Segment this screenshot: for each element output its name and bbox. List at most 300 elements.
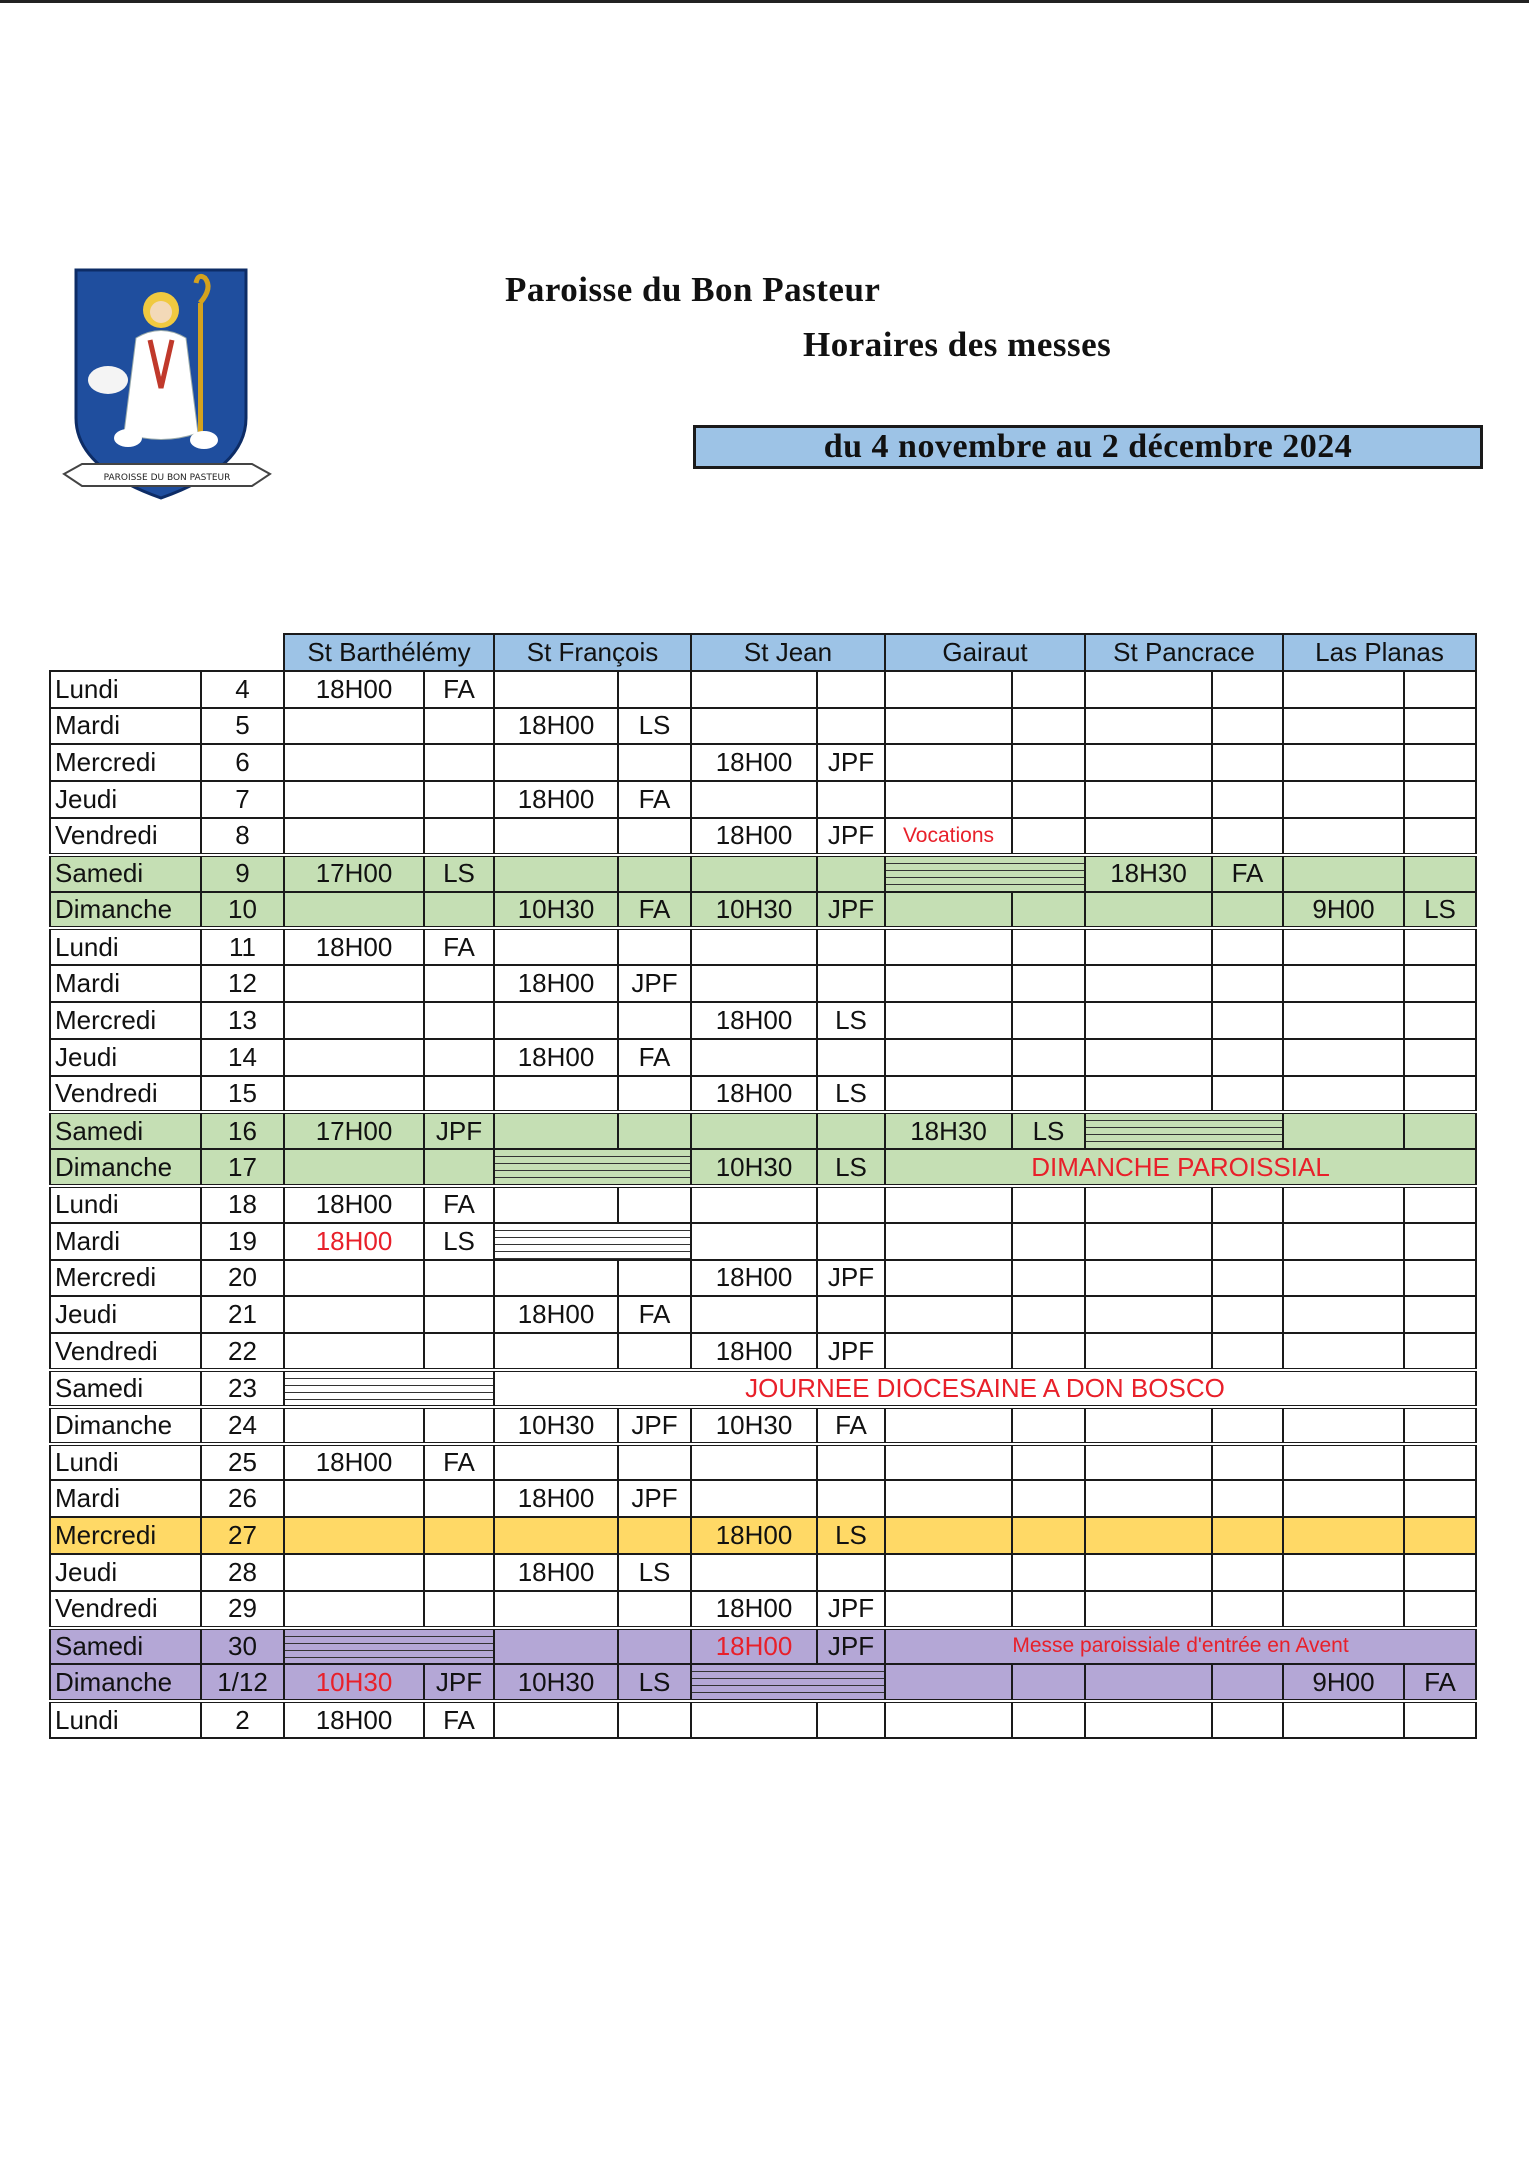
day-number-cell: 20 <box>201 1260 284 1297</box>
mass-time-cell <box>1283 1517 1404 1554</box>
celebrant-cell <box>1012 1664 1085 1701</box>
crest-ribbon <box>62 456 272 494</box>
day-name-cell: Mardi <box>50 708 201 745</box>
mass-time-cell <box>1085 1223 1212 1260</box>
table-row <box>50 1112 1476 1149</box>
celebrant-cell <box>1012 965 1085 1002</box>
mass-time-cell <box>691 1701 817 1738</box>
day-number-cell: 19 <box>201 1223 284 1260</box>
day-name-cell: Lundi <box>50 928 201 965</box>
celebrant-cell <box>618 1260 691 1297</box>
table-row <box>50 744 1476 781</box>
celebrant-cell: LS <box>618 708 691 745</box>
day-name-cell: Vendredi <box>50 818 201 855</box>
celebrant-cell <box>1404 1112 1476 1149</box>
mass-time-cell <box>494 1517 618 1554</box>
mass-time-cell <box>885 1076 1012 1113</box>
mass-time-cell <box>284 1333 424 1370</box>
celebrant-cell <box>1212 1701 1283 1738</box>
mass-time-cell <box>1085 1296 1212 1333</box>
celebrant-cell: FA <box>1212 855 1283 892</box>
celebrant-cell <box>618 1701 691 1738</box>
celebrant-cell <box>1212 818 1283 855</box>
celebrant-cell <box>1012 1002 1085 1039</box>
event-label: Messe paroissiale d'entrée en Avent <box>885 1628 1476 1665</box>
celebrant-cell: JPF <box>817 1628 885 1665</box>
celebrant-cell: LS <box>817 1076 885 1113</box>
mass-time-cell <box>494 1628 618 1665</box>
mass-time-cell <box>885 965 1012 1002</box>
day-name-cell: Mercredi <box>50 1002 201 1039</box>
celebrant-cell <box>817 708 885 745</box>
day-name-cell: Samedi <box>50 1628 201 1665</box>
celebrant-cell <box>1404 1076 1476 1113</box>
celebrant-cell: FA <box>424 1701 494 1738</box>
mass-time-cell <box>1283 1223 1404 1260</box>
celebrant-cell <box>1212 744 1283 781</box>
celebrant-cell <box>1404 708 1476 745</box>
mass-time-cell <box>1085 892 1212 929</box>
mass-time-cell: 18H00 <box>284 1223 424 1260</box>
mass-time-cell <box>494 855 618 892</box>
mass-time-cell <box>885 1333 1012 1370</box>
day-number-cell: 25 <box>201 1444 284 1481</box>
celebrant-cell <box>1212 1002 1283 1039</box>
mass-time-cell <box>691 1444 817 1481</box>
mass-time-cell <box>885 781 1012 818</box>
mass-time-cell: 18H00 <box>691 1076 817 1113</box>
celebrant-cell: LS <box>424 855 494 892</box>
mass-time-cell <box>885 744 1012 781</box>
mass-time-cell <box>1085 1260 1212 1297</box>
mass-time-cell <box>885 1260 1012 1297</box>
date-range-banner: du 4 novembre au 2 décembre 2024 <box>693 425 1483 469</box>
celebrant-cell <box>618 1444 691 1481</box>
day-name-cell: Mercredi <box>50 744 201 781</box>
day-number-cell: 11 <box>201 928 284 965</box>
celebrant-cell <box>618 1002 691 1039</box>
mass-time-cell <box>1085 1517 1212 1554</box>
celebrant-cell: LS <box>817 1002 885 1039</box>
celebrant-cell <box>817 1223 885 1260</box>
mass-time-cell <box>1283 928 1404 965</box>
table-row <box>50 892 1476 929</box>
mass-time-cell: 18H30 <box>1085 855 1212 892</box>
celebrant-cell <box>1012 1333 1085 1370</box>
celebrant-cell: LS <box>618 1664 691 1701</box>
mass-time-cell <box>1085 1039 1212 1076</box>
mass-time-cell: 10H30 <box>691 892 817 929</box>
celebrant-cell <box>1012 1407 1085 1444</box>
day-name-cell: Mardi <box>50 965 201 1002</box>
mass-time-cell <box>1283 1076 1404 1113</box>
celebrant-cell <box>1212 1076 1283 1113</box>
celebrant-cell <box>1212 1223 1283 1260</box>
celebrant-cell <box>1404 1444 1476 1481</box>
celebrant-cell <box>424 1517 494 1554</box>
closed-slot-cell <box>885 855 1085 892</box>
celebrant-cell <box>424 818 494 855</box>
mass-time-cell <box>691 1039 817 1076</box>
day-name-cell: Dimanche <box>50 892 201 929</box>
mass-time-cell: 18H00 <box>691 1517 817 1554</box>
celebrant-cell <box>817 928 885 965</box>
mass-time-cell <box>1283 1333 1404 1370</box>
celebrant-cell <box>1212 1664 1283 1701</box>
table-row <box>50 1149 1476 1186</box>
day-name-cell: Samedi <box>50 1370 201 1407</box>
day-number-cell: 14 <box>201 1039 284 1076</box>
day-number-cell: 15 <box>201 1076 284 1113</box>
mass-time-cell: 18H00 <box>691 1002 817 1039</box>
day-name-cell: Samedi <box>50 1112 201 1149</box>
table-row <box>50 965 1476 1002</box>
event-label: DIMANCHE PAROISSIAL <box>885 1149 1476 1186</box>
table-header-row <box>50 634 1476 671</box>
day-number-cell: 12 <box>201 965 284 1002</box>
celebrant-cell <box>1404 1407 1476 1444</box>
day-name-cell: Mercredi <box>50 1260 201 1297</box>
celebrant-cell <box>618 1333 691 1370</box>
celebrant-cell: LS <box>817 1149 885 1186</box>
celebrant-cell <box>1404 965 1476 1002</box>
celebrant-cell: FA <box>618 1039 691 1076</box>
table-row <box>50 1260 1476 1297</box>
table-row <box>50 1223 1476 1260</box>
celebrant-cell <box>424 781 494 818</box>
table-row <box>50 1186 1476 1223</box>
mass-time-cell: 10H30 <box>284 1664 424 1701</box>
mass-time-cell <box>691 1223 817 1260</box>
celebrant-cell <box>618 928 691 965</box>
day-name-cell: Samedi <box>50 855 201 892</box>
mass-time-cell <box>494 818 618 855</box>
mass-time-cell <box>284 1002 424 1039</box>
celebrant-cell: FA <box>424 1444 494 1481</box>
celebrant-cell <box>1404 744 1476 781</box>
celebrant-cell <box>1404 1260 1476 1297</box>
day-number-cell: 7 <box>201 781 284 818</box>
celebrant-cell <box>1212 1186 1283 1223</box>
mass-time-cell <box>284 708 424 745</box>
celebrant-cell: JPF <box>618 965 691 1002</box>
celebrant-cell <box>1012 1076 1085 1113</box>
celebrant-cell <box>817 965 885 1002</box>
mass-time-cell <box>885 928 1012 965</box>
mass-time-cell: 18H00 <box>284 928 424 965</box>
celebrant-cell <box>424 1260 494 1297</box>
celebrant-cell <box>424 965 494 1002</box>
celebrant-cell: JPF <box>817 1591 885 1628</box>
mass-time-cell <box>885 1039 1012 1076</box>
table-row <box>50 1664 1476 1701</box>
mass-time-cell <box>1283 1296 1404 1333</box>
mass-time-cell <box>885 1407 1012 1444</box>
mass-time-cell <box>1283 1407 1404 1444</box>
celebrant-cell <box>424 1480 494 1517</box>
celebrant-cell <box>1212 1554 1283 1591</box>
day-name-cell: Dimanche <box>50 1407 201 1444</box>
mass-time-cell <box>885 671 1012 708</box>
mass-time-cell <box>1283 1186 1404 1223</box>
mass-time-cell: 10H30 <box>691 1149 817 1186</box>
celebrant-cell: FA <box>424 671 494 708</box>
mass-time-cell <box>1283 1701 1404 1738</box>
celebrant-cell <box>1012 671 1085 708</box>
celebrant-cell <box>424 1554 494 1591</box>
celebrant-cell <box>1404 1591 1476 1628</box>
celebrant-cell <box>1012 1039 1085 1076</box>
table-row <box>50 1370 1476 1407</box>
celebrant-cell: JPF <box>817 818 885 855</box>
day-number-cell: 5 <box>201 708 284 745</box>
mass-time-cell <box>494 1076 618 1113</box>
celebrant-cell <box>1212 965 1283 1002</box>
day-name-cell: Mardi <box>50 1223 201 1260</box>
closed-slot-cell <box>494 1149 691 1186</box>
celebrant-cell <box>424 1591 494 1628</box>
day-number-cell: 9 <box>201 855 284 892</box>
column-header: Las Planas <box>1283 634 1476 671</box>
table-row <box>50 1701 1476 1738</box>
celebrant-cell <box>1212 1039 1283 1076</box>
closed-slot-cell <box>1085 1112 1283 1149</box>
celebrant-cell <box>1212 892 1283 929</box>
celebrant-cell <box>817 855 885 892</box>
mass-time-cell <box>1085 1333 1212 1370</box>
celebrant-cell <box>1404 1039 1476 1076</box>
mass-time-cell <box>284 1407 424 1444</box>
celebrant-cell <box>1404 1517 1476 1554</box>
celebrant-cell <box>424 1002 494 1039</box>
scan-border <box>0 0 1529 3</box>
header-blank <box>50 634 284 671</box>
mass-time-cell <box>885 1002 1012 1039</box>
mass-time-cell <box>1085 1186 1212 1223</box>
celebrant-cell: JPF <box>817 1260 885 1297</box>
celebrant-cell <box>1212 1517 1283 1554</box>
celebrant-cell <box>1212 708 1283 745</box>
table-row <box>50 1591 1476 1628</box>
mass-time-cell <box>1283 1480 1404 1517</box>
celebrant-cell <box>817 1112 885 1149</box>
celebrant-cell <box>618 1186 691 1223</box>
celebrant-cell: JPF <box>817 744 885 781</box>
closed-slot-cell <box>284 1370 494 1407</box>
table-row <box>50 928 1476 965</box>
column-header: Gairaut <box>885 634 1085 671</box>
celebrant-cell <box>1012 1591 1085 1628</box>
mass-time-cell <box>1283 965 1404 1002</box>
mass-time-cell <box>284 1076 424 1113</box>
celebrant-cell <box>1404 1480 1476 1517</box>
celebrant-cell <box>618 1517 691 1554</box>
mass-time-cell <box>1283 855 1404 892</box>
celebrant-cell <box>1012 1223 1085 1260</box>
day-name-cell: Jeudi <box>50 1296 201 1333</box>
mass-time-cell <box>1283 1591 1404 1628</box>
mass-time-cell <box>885 1591 1012 1628</box>
day-number-cell: 10 <box>201 892 284 929</box>
celebrant-cell <box>424 708 494 745</box>
celebrant-cell <box>1012 1554 1085 1591</box>
day-name-cell: Dimanche <box>50 1664 201 1701</box>
celebrant-cell: JPF <box>618 1407 691 1444</box>
celebrant-cell <box>1012 818 1085 855</box>
mass-time-cell <box>885 1517 1012 1554</box>
mass-time-cell <box>1085 1591 1212 1628</box>
mass-time-cell <box>885 1296 1012 1333</box>
svg-text:PAROISSE DU BON PASTEUR: PAROISSE DU BON PASTEUR <box>103 473 231 483</box>
mass-time-cell <box>1085 744 1212 781</box>
mass-time-cell <box>1283 1112 1404 1149</box>
mass-time-cell <box>284 1480 424 1517</box>
celebrant-cell <box>1012 708 1085 745</box>
celebrant-cell <box>424 1333 494 1370</box>
celebrant-cell <box>618 1591 691 1628</box>
celebrant-cell: FA <box>1404 1664 1476 1701</box>
celebrant-cell <box>1012 1296 1085 1333</box>
celebrant-cell <box>1012 744 1085 781</box>
mass-time-cell <box>885 1186 1012 1223</box>
column-header: St François <box>494 634 691 671</box>
mass-time-cell: 18H00 <box>494 1554 618 1591</box>
celebrant-cell <box>618 855 691 892</box>
mass-time-cell <box>1283 671 1404 708</box>
celebrant-cell: FA <box>424 1186 494 1223</box>
mass-time-cell <box>494 1186 618 1223</box>
celebrant-cell <box>618 744 691 781</box>
mass-time-cell <box>1085 1554 1212 1591</box>
day-name-cell: Jeudi <box>50 1554 201 1591</box>
day-number-cell: 18 <box>201 1186 284 1223</box>
mass-time-cell <box>885 892 1012 929</box>
event-label: JOURNEE DIOCESAINE A DON BOSCO <box>494 1370 1476 1407</box>
celebrant-cell <box>1012 1701 1085 1738</box>
celebrant-cell <box>817 1296 885 1333</box>
mass-time-cell <box>284 1554 424 1591</box>
mass-time-cell: 9H00 <box>1283 892 1404 929</box>
celebrant-cell <box>1404 671 1476 708</box>
mass-time-cell <box>691 1296 817 1333</box>
mass-time-cell: 18H00 <box>691 744 817 781</box>
mass-time-cell <box>885 1701 1012 1738</box>
day-number-cell: 1/12 <box>201 1664 284 1701</box>
celebrant-cell <box>1404 781 1476 818</box>
celebrant-cell <box>1212 1591 1283 1628</box>
mass-time-cell: 18H00 <box>494 708 618 745</box>
day-number-cell: 16 <box>201 1112 284 1149</box>
day-number-cell: 2 <box>201 1701 284 1738</box>
celebrant-cell <box>1012 928 1085 965</box>
celebrant-cell <box>1404 1296 1476 1333</box>
celebrant-cell <box>1012 1480 1085 1517</box>
celebrant-cell <box>1404 1554 1476 1591</box>
celebrant-cell <box>424 744 494 781</box>
mass-time-cell <box>691 708 817 745</box>
mass-time-cell <box>1085 1480 1212 1517</box>
mass-time-cell <box>1283 818 1404 855</box>
mass-time-cell <box>885 1554 1012 1591</box>
celebrant-cell: JPF <box>817 1333 885 1370</box>
mass-schedule-table <box>49 633 1477 1739</box>
celebrant-cell <box>1012 1260 1085 1297</box>
celebrant-cell <box>424 1076 494 1113</box>
celebrant-cell: LS <box>618 1554 691 1591</box>
celebrant-cell <box>618 818 691 855</box>
mass-time-cell <box>691 1186 817 1223</box>
table-row <box>50 1039 1476 1076</box>
celebrant-cell <box>1404 1701 1476 1738</box>
day-name-cell: Jeudi <box>50 781 201 818</box>
mass-time-cell <box>284 1517 424 1554</box>
mass-time-cell <box>1085 1701 1212 1738</box>
mass-time-cell <box>494 744 618 781</box>
celebrant-cell <box>1404 1002 1476 1039</box>
celebrant-cell <box>817 781 885 818</box>
celebrant-cell: LS <box>424 1223 494 1260</box>
mass-time-cell: 18H00 <box>691 818 817 855</box>
celebrant-cell <box>1012 1186 1085 1223</box>
celebrant-cell: FA <box>424 928 494 965</box>
celebrant-cell <box>1012 892 1085 929</box>
mass-time-cell <box>885 1664 1012 1701</box>
celebrant-cell <box>1212 1333 1283 1370</box>
mass-time-cell <box>1085 1444 1212 1481</box>
mass-time-cell <box>494 928 618 965</box>
day-number-cell: 4 <box>201 671 284 708</box>
mass-time-cell <box>494 1701 618 1738</box>
day-name-cell: Lundi <box>50 1444 201 1481</box>
day-number-cell: 24 <box>201 1407 284 1444</box>
celebrant-cell <box>618 671 691 708</box>
celebrant-cell <box>1212 1260 1283 1297</box>
day-number-cell: 29 <box>201 1591 284 1628</box>
mass-time-cell: 18H00 <box>691 1628 817 1665</box>
celebrant-cell: FA <box>817 1407 885 1444</box>
day-number-cell: 17 <box>201 1149 284 1186</box>
mass-time-cell <box>691 1554 817 1591</box>
mass-time-cell: 18H00 <box>284 1186 424 1223</box>
celebrant-cell: FA <box>618 1296 691 1333</box>
celebrant-cell <box>424 1296 494 1333</box>
mass-time-cell <box>1283 1260 1404 1297</box>
table-row <box>50 1296 1476 1333</box>
page-title: Paroisse du Bon Pasteur <box>505 270 881 309</box>
day-number-cell: 27 <box>201 1517 284 1554</box>
mass-time-cell <box>1085 671 1212 708</box>
page-subtitle: Horaires des messes <box>803 325 1112 364</box>
mass-time-cell: 18H00 <box>284 1444 424 1481</box>
celebrant-cell <box>817 1186 885 1223</box>
table-row <box>50 1333 1476 1370</box>
column-header: St Barthélémy <box>284 634 494 671</box>
day-number-cell: 26 <box>201 1480 284 1517</box>
day-name-cell: Vendredi <box>50 1333 201 1370</box>
celebrant-cell: FA <box>618 781 691 818</box>
mass-time-cell <box>1283 1444 1404 1481</box>
table-row <box>50 1480 1476 1517</box>
mass-time-cell <box>1283 708 1404 745</box>
table-row <box>50 1554 1476 1591</box>
day-name-cell: Mardi <box>50 1480 201 1517</box>
celebrant-cell: LS <box>1404 892 1476 929</box>
day-name-cell: Lundi <box>50 1186 201 1223</box>
celebrant-cell <box>424 1407 494 1444</box>
celebrant-cell <box>618 1112 691 1149</box>
mass-time-cell: 18H00 <box>494 1480 618 1517</box>
mass-time-cell: 10H30 <box>494 892 618 929</box>
